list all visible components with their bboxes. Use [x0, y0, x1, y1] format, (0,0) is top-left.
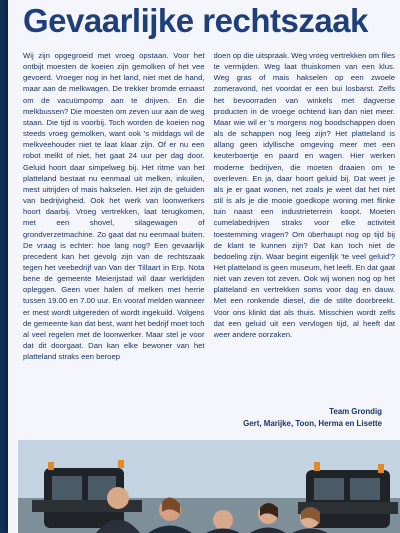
team-photo-illustration	[18, 440, 400, 533]
signature-team: Team Grondig	[329, 407, 382, 416]
team-photo	[18, 440, 400, 533]
signature-names: Gert, Marijke, Toon, Herma en Lisette	[243, 419, 382, 428]
article-column-left	[23, 50, 205, 410]
column-right-text: doen op die uitspraak. Weg vroeg vertrekken om files te vermijden. Weg laat thuiskomen van een klus. Weg gras of mais hakselen op een zwoele zomeravond, net voordat er een bui losbarst. Zelfs het bevoorraden van winkels met dagverse producten in de vroege ochtend kan dan niet meer. Maar wie wil er 's morgens nog boodschappen doen als de schappen nog leeg zijn? Het platteland is allang geen idyllische omgeving meer met een keuterboertje en paard en wagen. Hier werken moderne bedrijven, die moeten draaien om te overleven. En ja, daar hoort geluid bij. Dat weet je als je er gaat wonen, net zoals je weet dat het niet stil is als je die mooie goedkope woning met flinke tuin naast een industrieterrein koopt. Moeten cumelabedrijven straks voor elke activiteit toestemming vragen? Om überhaupt nog op tijd bij de klant te kunnen zijn? Dat kan toch niet de bedoeling zijn. Waar begint eigenlijk 'te veel geluid'? Het platteland is geen museum, het leeft. En dat gaat niet van zeven tot zeven. Ook wij wonen nog op het platteland en vertrekken soms voor dag en dauw. Met een ronkende diesel, die de stilte doorbreekt. Voor ons klinkt dat als thuis. Misschien wordt zelfs dat een geluid uit een vervlogen tijd, al heeft dat weer andere oorzaken.	[213, 51, 395, 339]
article-title: Gevaarlijke rechtszaak	[23, 2, 368, 39]
column-left-text: Wij zijn opgegroeid met vroeg opstaan. Voor het ontbijt moesten de koeien zijn gemolken of het vee gevoerd. Vroeger nog in het land, niet met de hand, maar aan de melkwagen. De trekker bromde ernaast om de vacuümpomp aan te drijven. En die melkbussen? Die moesten om zeven uur aan de weg staan. Die tijd is voorbij. Toch worden de koeien nog steeds vroeg gemolken, want ook 's middags wil de melkveehouder niet te laat klaar zijn. Of er nu een robot melkt of niet, het gaat 24 uur per dag door. Geluid hoort daar simpelweg bij. Het ritme van het platteland bestaat nu eenmaal uit melken, inkuilen, mest uitrijden of mais hakselen. Het zijn de geluiden van bedrijvigheid. Ook het werk van loonwerkers hoort daarbij. Vroeg vertrekken, laat terugkomen, met een shovel, silagewagen of grondverzetmachine. Zo gaat dat nu eenmaal buiten. De vraag is echter: hoe lang nog? Een gevaarlijk precedent kan het gevolg zijn van de rechtszaak tegen het veebedrijf van Van der Tillaart in Erp. Nota bene de gemeente Meierijstad wil daar werktijden opleggen. Geen voer halen of melken met herrie tussen 19.00 en 7.00 uur. En vooraf melden wanneer er mest wordt uitgereden of wordt ingekuild. Volgens de gemeente kan dat best, want het bedrijf moet toch al veel regelen met de loonwerker. Maar stel je voor dat dit doorgaat. Dan kan elke bewoner van het platteland straks een beroep	[23, 51, 205, 362]
article-column-right	[214, 50, 396, 410]
article-signature	[182, 406, 382, 430]
magazine-page	[8, 0, 400, 533]
article-body	[23, 50, 395, 410]
